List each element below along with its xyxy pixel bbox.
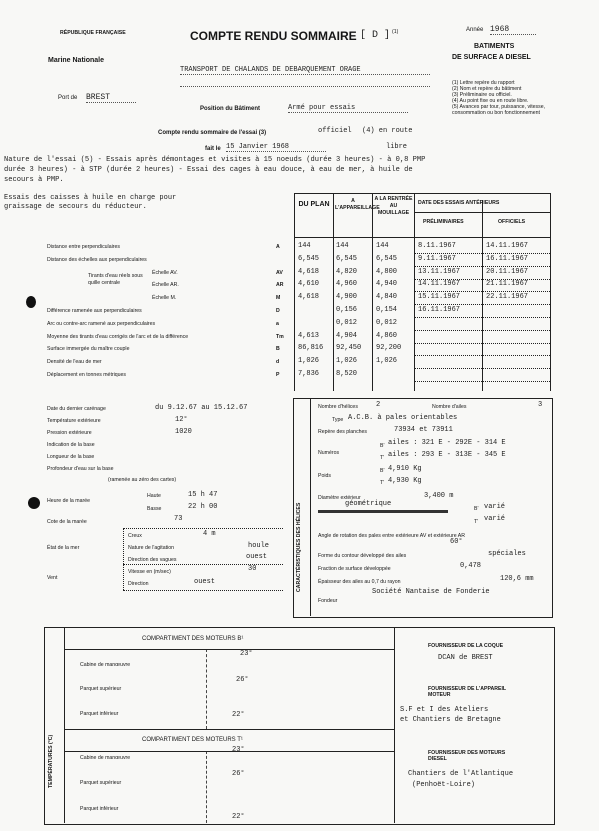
row-label: Échelle AR. xyxy=(152,282,179,288)
prelim-date: 16.11.1967 xyxy=(418,306,461,314)
draught-group-label: Tirants d'eau réels sous quille centrale xyxy=(88,273,143,286)
prev-official-header: OFFICIELS xyxy=(498,219,526,225)
wave-direction-value: ouest xyxy=(246,553,268,561)
page-title: COMPTE RENDU SOMMAIRE xyxy=(190,29,357,43)
date-label: fait le xyxy=(205,146,221,152)
cell-value: 4,610 xyxy=(298,280,320,288)
battery-label: BATIMENTS xyxy=(474,43,515,50)
cell-value: 4,618 xyxy=(298,268,320,276)
punch-hole xyxy=(28,497,40,509)
pressure-label: Pression extérieure xyxy=(47,430,92,436)
cell-value: 0,156 xyxy=(336,306,358,314)
prelim-date: 8.11.1967 xyxy=(418,242,456,250)
cell-value: 4,900 xyxy=(336,293,358,301)
prop-count-label: Nombre d'hélices xyxy=(318,404,358,410)
official-date: 14.11.1967 xyxy=(486,242,529,250)
b-row-3-value: 22° xyxy=(232,711,245,719)
temp-value: 12° xyxy=(175,416,188,424)
date-value: 15 Janvier 1968 xyxy=(226,143,326,152)
cell-value: 92,200 xyxy=(376,344,402,352)
wind-direction-label: Direction xyxy=(128,581,149,587)
fraction-label: Fraction de surface développée xyxy=(318,566,391,572)
propeller-side-label: CARACTÉRISTIQUES DES HÉLICES xyxy=(296,502,302,592)
nature-line-5: graissage de secours du réducteur. xyxy=(4,203,147,211)
year-label: Année xyxy=(466,27,484,33)
row-label: Distance entre perpendiculaires xyxy=(47,244,120,250)
thickness-value: 120,6 mm xyxy=(500,575,534,583)
b-row-3-label: Parquet inférieur xyxy=(80,711,119,717)
angle-label: Angle de rotation des pales entre extérieure AV et extérieure AR xyxy=(318,533,465,539)
prev-trials-header: DATE DES ESSAIS ANTÉRIEURS xyxy=(418,200,500,206)
cell-value: 0,154 xyxy=(376,306,398,314)
b-row-1-label: Cabine de manœuvre xyxy=(80,662,131,668)
row-label: Différence ramenée aux perpendiculaires xyxy=(47,308,142,314)
tide-high-label: Haute xyxy=(147,493,161,499)
cell-value: 1,026 xyxy=(376,357,398,365)
motor-supplier-value-1: S.F et I des Ateliers xyxy=(400,706,489,714)
t-row-3-label: Parquet inférieur xyxy=(80,806,119,812)
official-date: 20.11.1967 xyxy=(486,268,529,276)
wind-speed-label: Vitesse en (m/sec) xyxy=(128,569,171,575)
wind-label: Vent xyxy=(47,575,58,581)
thickness-label: Épaisseur des ailes au 0,7 du rayon xyxy=(318,579,401,585)
hull-supplier-value: DCAN de BREST xyxy=(438,654,493,662)
depth-label: Profondeur d'eau sur la base xyxy=(47,466,114,472)
header-notes xyxy=(452,80,560,116)
diameter-value: 3,400 m xyxy=(424,492,454,500)
pitch-t-value: varié xyxy=(484,515,506,523)
cell-value: 1,026 xyxy=(336,357,358,365)
col-header-appareillage: A L'APPAREILLAGE xyxy=(335,198,380,211)
battery-sub-label: DE SURFACE A DIESEL xyxy=(452,54,531,61)
tide-low-value: 22 h 00 xyxy=(188,503,218,511)
port-label: Port de xyxy=(58,95,78,101)
plans-ref-value: 73934 et 73911 xyxy=(394,426,453,434)
t-row-2-value: 26° xyxy=(232,770,245,778)
wave-direction-label: Direction des vagues xyxy=(128,557,177,563)
row-label: Échelle M. xyxy=(152,295,177,301)
prop-type-value: A.C.B. à pales orientables xyxy=(348,414,458,422)
agitation-label: Nature de l'agitation xyxy=(128,545,174,551)
prev-prelim-header: PRÉLIMINAIRES xyxy=(423,219,464,225)
base-indication-label: Indication de la base xyxy=(47,442,95,448)
sea-state-label: État de la mer xyxy=(47,545,80,551)
depth-sub-label: (ramenée au zéro des cartes) xyxy=(108,477,177,483)
founder-value: Société Nantaise de Fonderie xyxy=(372,588,490,596)
cell-value: 92,450 xyxy=(336,344,362,352)
title-code: [ D ] xyxy=(360,30,391,41)
cell-value: 86,816 xyxy=(298,344,324,352)
row-label: Distance des échelles aux perpendiculaires xyxy=(47,257,147,263)
title-sup: (1) xyxy=(392,29,399,35)
base-length-label: Longueur de la base xyxy=(47,454,95,460)
careen-value: du 9.12.67 au 15.12.67 xyxy=(155,404,248,412)
year-value: 1968 xyxy=(490,25,536,35)
numbers-label: Numéros xyxy=(318,450,340,456)
col-header-mouillage: A LA RENTRÉE AU MOUILLAGE xyxy=(374,196,413,216)
weight-b-value: 4,910 Kg xyxy=(388,465,422,473)
b-row-2-value: 26° xyxy=(236,676,249,684)
row-symbol: B xyxy=(276,346,280,352)
cell-value: 6,545 xyxy=(298,255,320,263)
t-row-3-value: 22° xyxy=(232,813,245,821)
official-date: 21.11.1967 xyxy=(486,280,529,288)
cell-value: 144 xyxy=(376,242,389,250)
document-page: RÉPUBLIQUE FRANÇAISE Marine Nationale Port de BREST COMPTE RENDU SOMMAIRE [ D ] (1) Année 1968 BATIMENTS DE SURFACE A DIESEL TRANSPORT DE CHALANDS DE DEBARQUEMENT ORAGE Position du Bâtiment Armé pour essais Compte rendu sommaire de l'essai (3) officiel (4) en route fait le 15 Janvier 1968 libre (1) Lettre repère du rapport (2) Nom et repère du bâtiment (3) Préliminaire ou officiel. (4) Au point fixe ou en route libre. (5) Avances par tour, puissance, vitesse, consommation ou bon fonctionnement Nature de l'essai (5) - Essais après démontages et visites à 15 noeuds (durée 3 heures) - à 0,8 PMP durée 3 heures) - à STP (durée 2 heures) - Essai des cages à eau douce, à eau de mer, à huile de secours à PMP. Essais des caisses à huile en charge pour graissage de secours du réducteur. DU PLAN A L'APPAREILLAGE A LA RENTRÉE AU MOUILLAGE DATE DES ESSAIS ANTÉRIEURS PRÉLIMINAIRES OFFICIELS Tirants d'eau réels sous quille centrale Distance entre perpendiculaires A 144 144 144 8.11.1967 14.11.1967 Distance des échelles aux perpendiculaires 6,545 6,545 6,545 9.11.1967 16.11.1967 Échelle AV. AV 4,618 4,820 4,800 13.11.1967 20.11.1967 Échelle AR. AR 4,610 4,960 4,940 14.11.1967 21.11.1967 Échelle M. M 4,618 4,900 4,840 15.11.1967 22.11.1967 Différence ramenée aux perpendiculaires D 0,156 0,154 16.11.1967 Arc ou contre-arc ramené aux perpendiculaires a 0,012 0,012 Moyenne des tirants d'eau corrigés de l'arc et de la différence Tm 4,613 4,904 4,860 Surface immergée du maître couple B 86,816 92,450 92,200 Densité de l'eau de mer d 1,026 1,026 1,026 Déplacement en tonnes métriques P 7,836 8,520 Date du dernier carénage du 9.12.67 au 15.12.67 Température extérieure 12° Pression extérieure 1020 Indication de la base Longueur de la base Profondeur d'eau sur la base (ramenée au zéro des cartes) Heure de la marée Haute 15 h 47 Basse 22 h 00 Cote de la marée 73 État de la mer Creux 4 m Nature de l'agitation houle Direction des vagues ouest Vent Vitesse en (m/sec) 30 Direction ouest CARACTÉRISTIQUES DES HÉLICES Nombre d'hélices 2 Nombre d'ailes 3 Type A.C.B. à pales orientables Repère des planches 73934 et 73911 Numéros B' ailes : 321 E - 292E - 314 E T' ailes : 293 E - 313E - 345 E Poids B' 4,910 Kg T' 4,930 Kg Diamètre extérieur 3,400 m géométrique B' varié T' varié Angle de rotation des pales entre extérieure AV et extérieure AR 60° Forme du contour développé des ailes spéciales Fraction de surface développée 0,478 Épaisseur des ailes au 0,7 du rayon 120,6 mm Fondeur Société Nantaise de Fonderie TEMPÉRATURES (°C) COMPARTIMENT DES MOTEURS B¹ Cabine de manœuvre 23° Parquet supérieur 26° Parquet inférieur 22° COMPARTIMENT DES MOTEURS T¹ Cabine de manœuvre 23° Parquet supérieur 26° Parquet inférieur 22° FOURNISSEUR DE LA COQUE DCAN de BREST FOURNISSEUR DE L'APPAREIL MOTEUR S.F et I des Ateliers et Chantiers de Bretagne FOURNISSEUR DES MOTEURS DIESEL Chantiers de l'Atlantique (Penhoët-Loire) xyxy=(0,0,599,831)
report-official: officiel xyxy=(318,127,352,135)
motor-supplier-value-2: et Chantiers de Bretagne xyxy=(400,716,501,724)
cell-value: 0,012 xyxy=(376,319,398,327)
cote-value: 73 xyxy=(174,515,183,523)
cell-value: 4,960 xyxy=(336,280,358,288)
numbers-b-value: ailes : 321 E - 292E - 314 E xyxy=(388,439,506,447)
fraction-value: 0,478 xyxy=(460,562,482,570)
prelim-date: 9.11.1967 xyxy=(418,255,456,263)
official-date: 22.11.1967 xyxy=(486,293,529,301)
weight-t-value: 4,930 Kg xyxy=(388,477,422,485)
founder-label: Fondeur xyxy=(318,598,338,604)
diesel-supplier-label: FOURNISSEUR DES MOTEURS DIESEL xyxy=(428,750,506,762)
diesel-supplier-value-1: Chantiers de l'Atlantique xyxy=(408,770,514,778)
cell-value: 8,520 xyxy=(336,370,358,378)
cell-value: 144 xyxy=(336,242,349,250)
row-symbol: M xyxy=(276,295,281,301)
t-row-2-label: Parquet supérieur xyxy=(80,780,122,786)
agitation-value: houle xyxy=(248,542,270,550)
cell-value: 4,840 xyxy=(376,293,398,301)
col-header-plan: DU PLAN xyxy=(298,201,330,208)
navy-label: Marine Nationale xyxy=(48,57,105,64)
hull-supplier-label: FOURNISSEUR DE LA COQUE xyxy=(428,643,504,649)
shape-label: Forme du contour développé des ailes xyxy=(318,553,407,559)
tide-low-label: Basse xyxy=(147,506,162,512)
cell-value: 0,012 xyxy=(336,319,358,327)
prelim-date: 15.11.1967 xyxy=(418,293,461,301)
note-4: (4) Au point fixe ou en route libre. xyxy=(452,98,529,104)
cell-value: 7,836 xyxy=(298,370,320,378)
tide-high-value: 15 h 47 xyxy=(188,491,218,499)
struck-line xyxy=(318,510,448,513)
prop-type-label: Type xyxy=(332,417,344,423)
ship-line: TRANSPORT DE CHALANDS DE DEBARQUEMENT ORAGE xyxy=(180,66,430,75)
note-5: (5) Avances par tour, puissance, vitesse, consommation ou bon fonctionnement xyxy=(452,104,546,116)
ship-line-blank xyxy=(180,86,430,87)
temperatures-side-label: TEMPÉRATURES (°C) xyxy=(48,734,54,788)
nature-line-4: Essais des caisses à huile en charge pour xyxy=(4,194,177,202)
position-label: Position du Bâtiment xyxy=(200,106,260,112)
row-symbol: AV xyxy=(276,270,283,276)
cell-value: 4,618 xyxy=(298,293,320,301)
nature-line-2: durée 3 heures) - à STP (durée 2 heures) - Essai des cages à eau douce, à eau de mer, à huile de xyxy=(4,166,413,174)
row-symbol: a xyxy=(276,321,279,327)
cell-value: 4,820 xyxy=(336,268,358,276)
report-label: Compte rendu sommaire de l'essai (3) xyxy=(158,130,267,136)
note-2: (2) Nom et repère du bâtiment xyxy=(452,86,522,92)
row-symbol: D xyxy=(276,308,280,314)
prop-count-value: 2 xyxy=(376,401,381,409)
wind-direction-value: ouest xyxy=(194,578,216,586)
angle-value: 60° xyxy=(450,538,463,546)
row-symbol: AR xyxy=(276,282,284,288)
diameter-label: Diamètre extérieur xyxy=(318,495,361,501)
comp-t-title: COMPARTIMENT DES MOTEURS T¹ xyxy=(142,737,243,743)
cell-value: 4,904 xyxy=(336,332,358,340)
row-symbol: P xyxy=(276,372,280,378)
republic-label: RÉPUBLIQUE FRANÇAISE xyxy=(60,30,126,36)
cote-label: Cote de la marée xyxy=(47,519,87,525)
cell-value: 4,940 xyxy=(376,280,398,288)
blades-label: Nombre d'ailes xyxy=(432,404,467,410)
cell-value: 4,860 xyxy=(376,332,398,340)
weight-label: Poids xyxy=(318,473,331,479)
cell-value: 144 xyxy=(298,242,311,250)
row-label: Échelle AV. xyxy=(152,270,178,276)
row-label: Surface immergée du maître couple xyxy=(47,346,130,352)
temp-label: Température extérieure xyxy=(47,418,101,424)
prelim-date: 13.11.1967 xyxy=(418,268,461,276)
cell-value: 1,026 xyxy=(298,357,320,365)
port-value: BREST xyxy=(86,93,136,103)
tide-label: Heure de la marée xyxy=(47,498,90,504)
cell-value: 4,800 xyxy=(376,268,398,276)
report-libre: libre xyxy=(386,143,408,151)
nature-line-3: secours à PMP. xyxy=(4,176,64,184)
creux-label: Creux xyxy=(128,533,142,539)
prelim-date: 14.11.1967 xyxy=(418,280,461,288)
report-route: (4) en route xyxy=(362,127,413,135)
pressure-value: 1020 xyxy=(175,428,192,436)
note-3: (3) Préliminaire ou officiel. xyxy=(452,92,512,98)
diesel-supplier-value-2: (Penhoët-Loire) xyxy=(412,781,476,789)
comp-b-title: COMPARTIMENT DES MOTEURS B¹ xyxy=(142,636,244,642)
row-symbol: Tm xyxy=(276,334,284,340)
row-symbol: d xyxy=(276,359,280,365)
wind-speed-value: 30 xyxy=(248,565,257,573)
b-row-1-value: 23° xyxy=(240,650,253,658)
blades-value: 3 xyxy=(538,401,543,409)
b-row-2-label: Parquet supérieur xyxy=(80,686,122,692)
note-1: (1) Lettre repère du rapport xyxy=(452,80,515,86)
numbers-t-value: ailes : 293 E - 313E - 345 E xyxy=(388,451,506,459)
official-date: 16.11.1967 xyxy=(486,255,529,263)
row-label: Arc ou contre-arc ramené aux perpendiculaires xyxy=(47,321,156,327)
row-label: Déplacement en tonnes métriques xyxy=(47,372,127,378)
creux-value: 4 m xyxy=(203,530,216,538)
t-row-1-value: 23° xyxy=(232,746,245,754)
punch-hole xyxy=(26,296,36,308)
pitch-b-value: varié xyxy=(484,503,506,511)
pitch-geom: géométrique xyxy=(345,500,392,508)
shape-value: spéciales xyxy=(488,550,526,558)
motor-supplier-label: FOURNISSEUR DE L'APPAREIL MOTEUR xyxy=(428,686,506,698)
row-label: Densité de l'eau de mer xyxy=(47,359,102,365)
nature-line-1: Nature de l'essai (5) - Essais après démontages et visites à 15 noeuds (durée 3 heures) - à 0,8 PMP xyxy=(4,156,426,164)
cell-value: 4,613 xyxy=(298,332,320,340)
position-value: Armé pour essais xyxy=(288,104,408,113)
cell-value: 6,545 xyxy=(336,255,358,263)
plans-ref-label: Repère des planches xyxy=(318,429,368,435)
row-label: Moyenne des tirants d'eau corrigés de l'arc et de la différence xyxy=(47,334,189,340)
row-symbol: A xyxy=(276,244,280,250)
cell-value: 6,545 xyxy=(376,255,398,263)
t-row-1-label: Cabine de manœuvre xyxy=(80,755,131,761)
careen-label: Date du dernier carénage xyxy=(47,406,106,412)
